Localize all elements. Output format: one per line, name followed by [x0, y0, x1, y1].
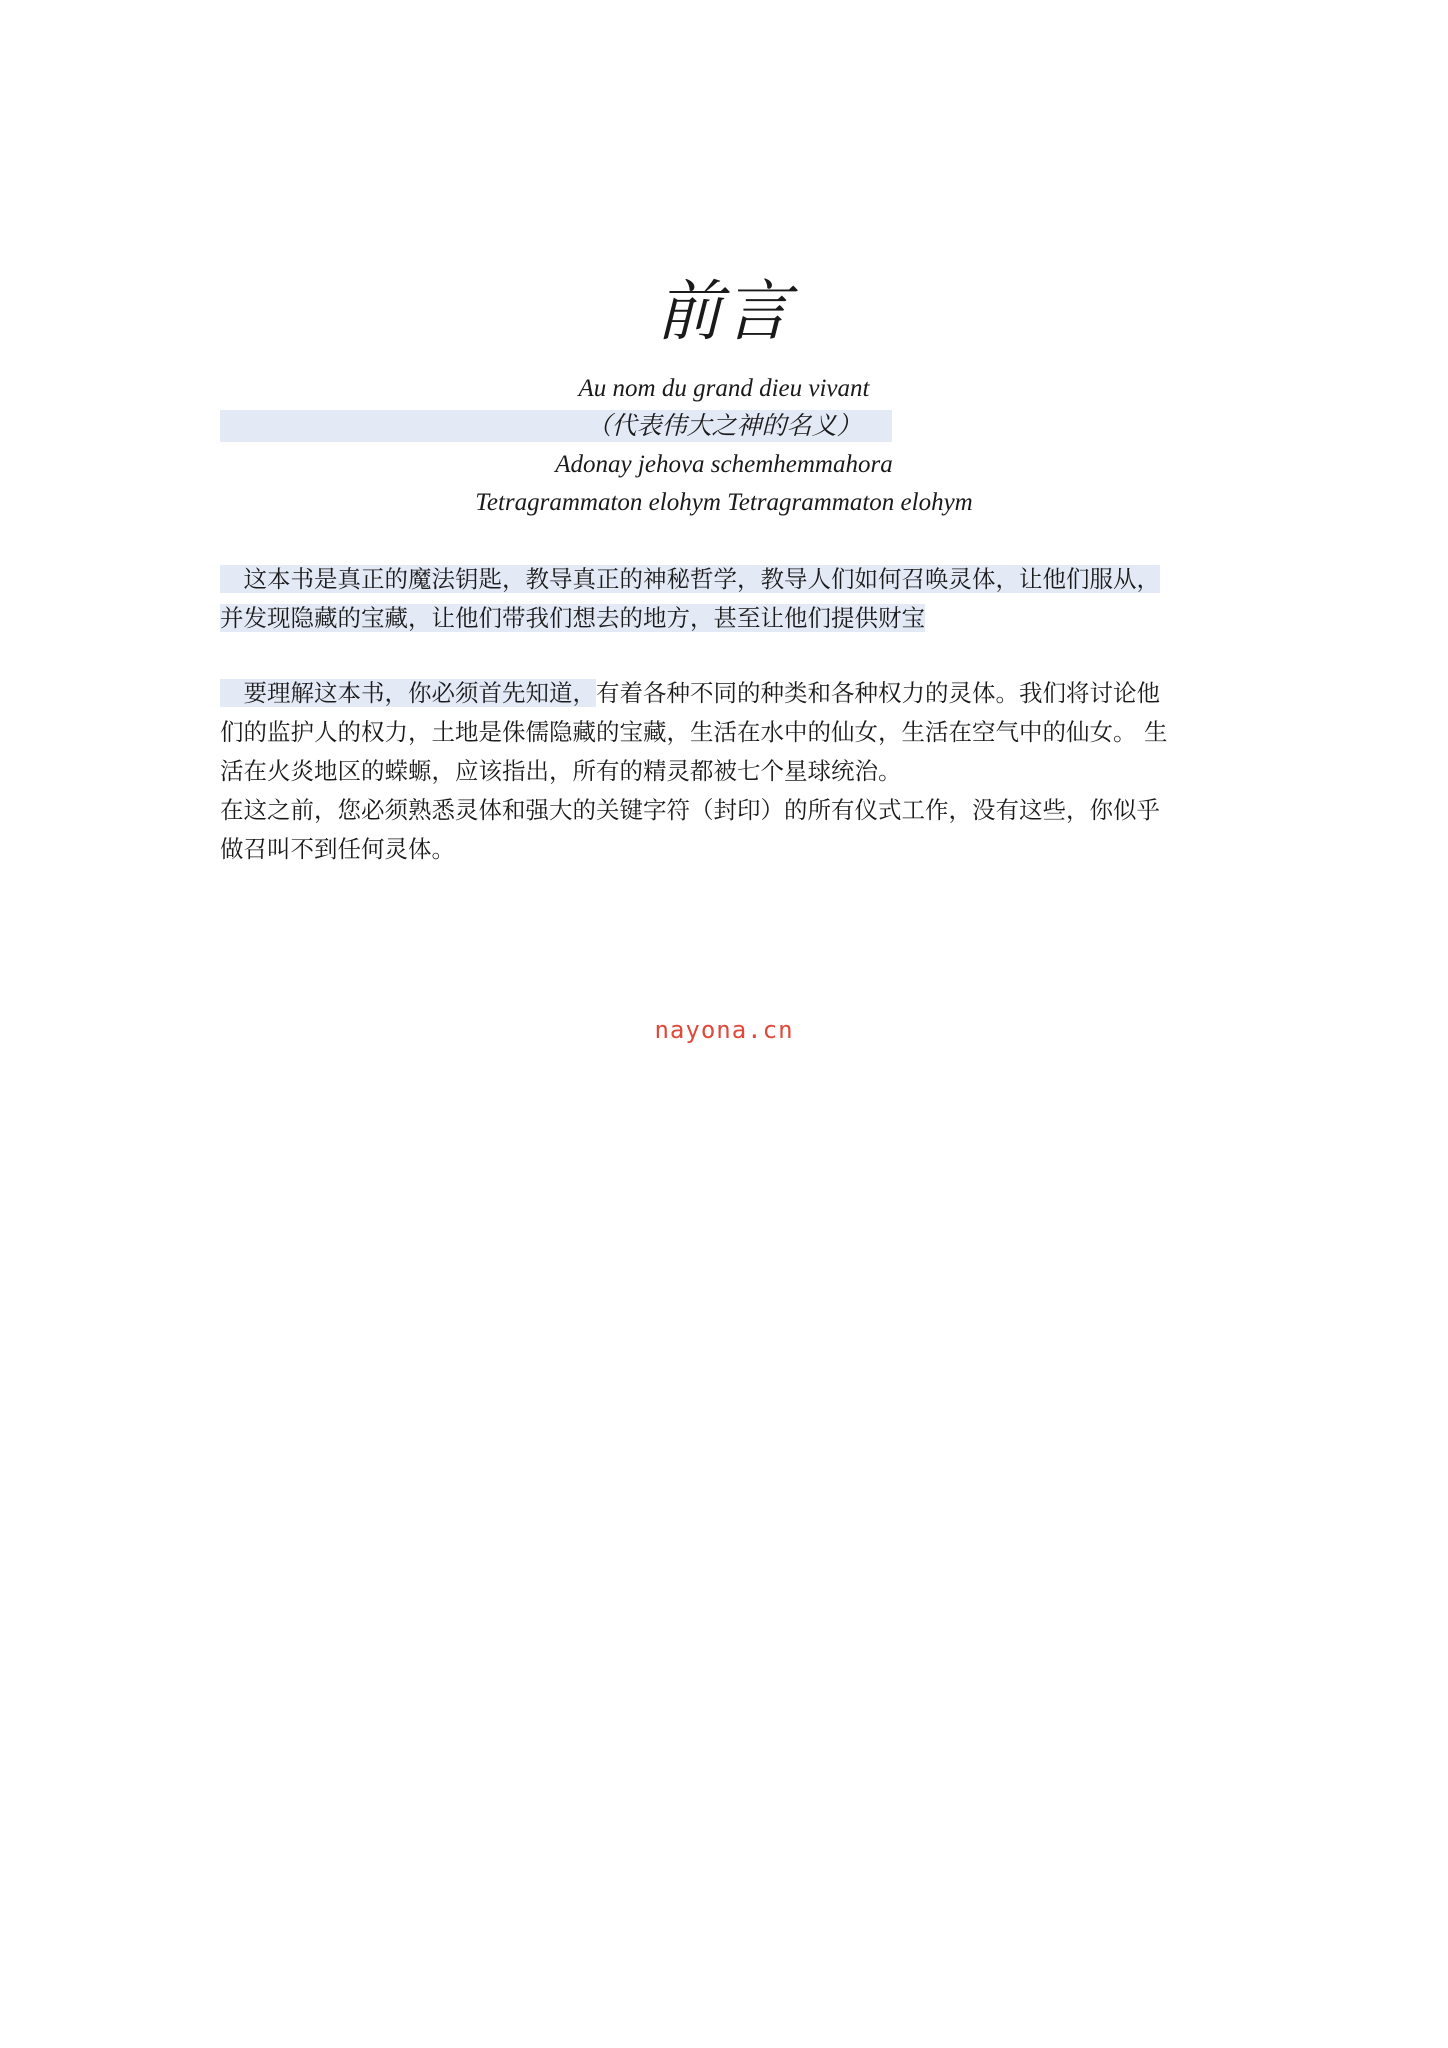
invocation-line-2	[0, 408, 1448, 446]
invocation-line-4: Tetragrammaton elohym Tetragrammaton elohym	[475, 489, 973, 516]
paragraph-2-line-3: 活在火炎地区的蝾螈，应该指出，所有的精灵都被七个星球统治。	[220, 757, 902, 785]
paragraph-2-line-4: 在这之前，您必须熟悉灵体和强大的关键字符（封印）的所有仪式工作，没有这些，你似乎	[220, 796, 1160, 824]
paragraph-1	[220, 560, 1240, 638]
paragraph-1-line-2: 并发现隐藏的宝藏，让他们带我们想去的地方，甚至让他们提供财宝	[220, 604, 925, 632]
paragraph-2-line-5: 做召叫不到任何灵体。	[220, 835, 455, 863]
page-title: 前言	[656, 273, 792, 350]
invocation-line-2-text: （代表伟大之神的名义）	[586, 413, 862, 440]
paragraph-2	[220, 674, 1240, 869]
watermark: nayona.cn	[654, 1016, 794, 1044]
paragraph-2-line-1-rest: 有着各种不同的种类和各种权力的灵体。我们将讨论他	[596, 679, 1160, 707]
paragraph-1-line-1: 这本书是真正的魔法钥匙，教导真正的神秘哲学，教导人们如何召唤灵体，让他们服从，	[220, 565, 1160, 593]
paragraph-2-line-1-highlighted: 要理解这本书，你必须首先知道，	[220, 679, 596, 707]
invocation-line-1: Au nom du grand dieu vivant	[578, 375, 870, 402]
invocation-line-3: Adonay jehova schemhemmahora	[555, 451, 893, 478]
paragraph-2-line-2: 们的监护人的权力，土地是侏儒隐藏的宝藏，生活在水中的仙女，生活在空气中的仙女。 生	[220, 718, 1168, 746]
